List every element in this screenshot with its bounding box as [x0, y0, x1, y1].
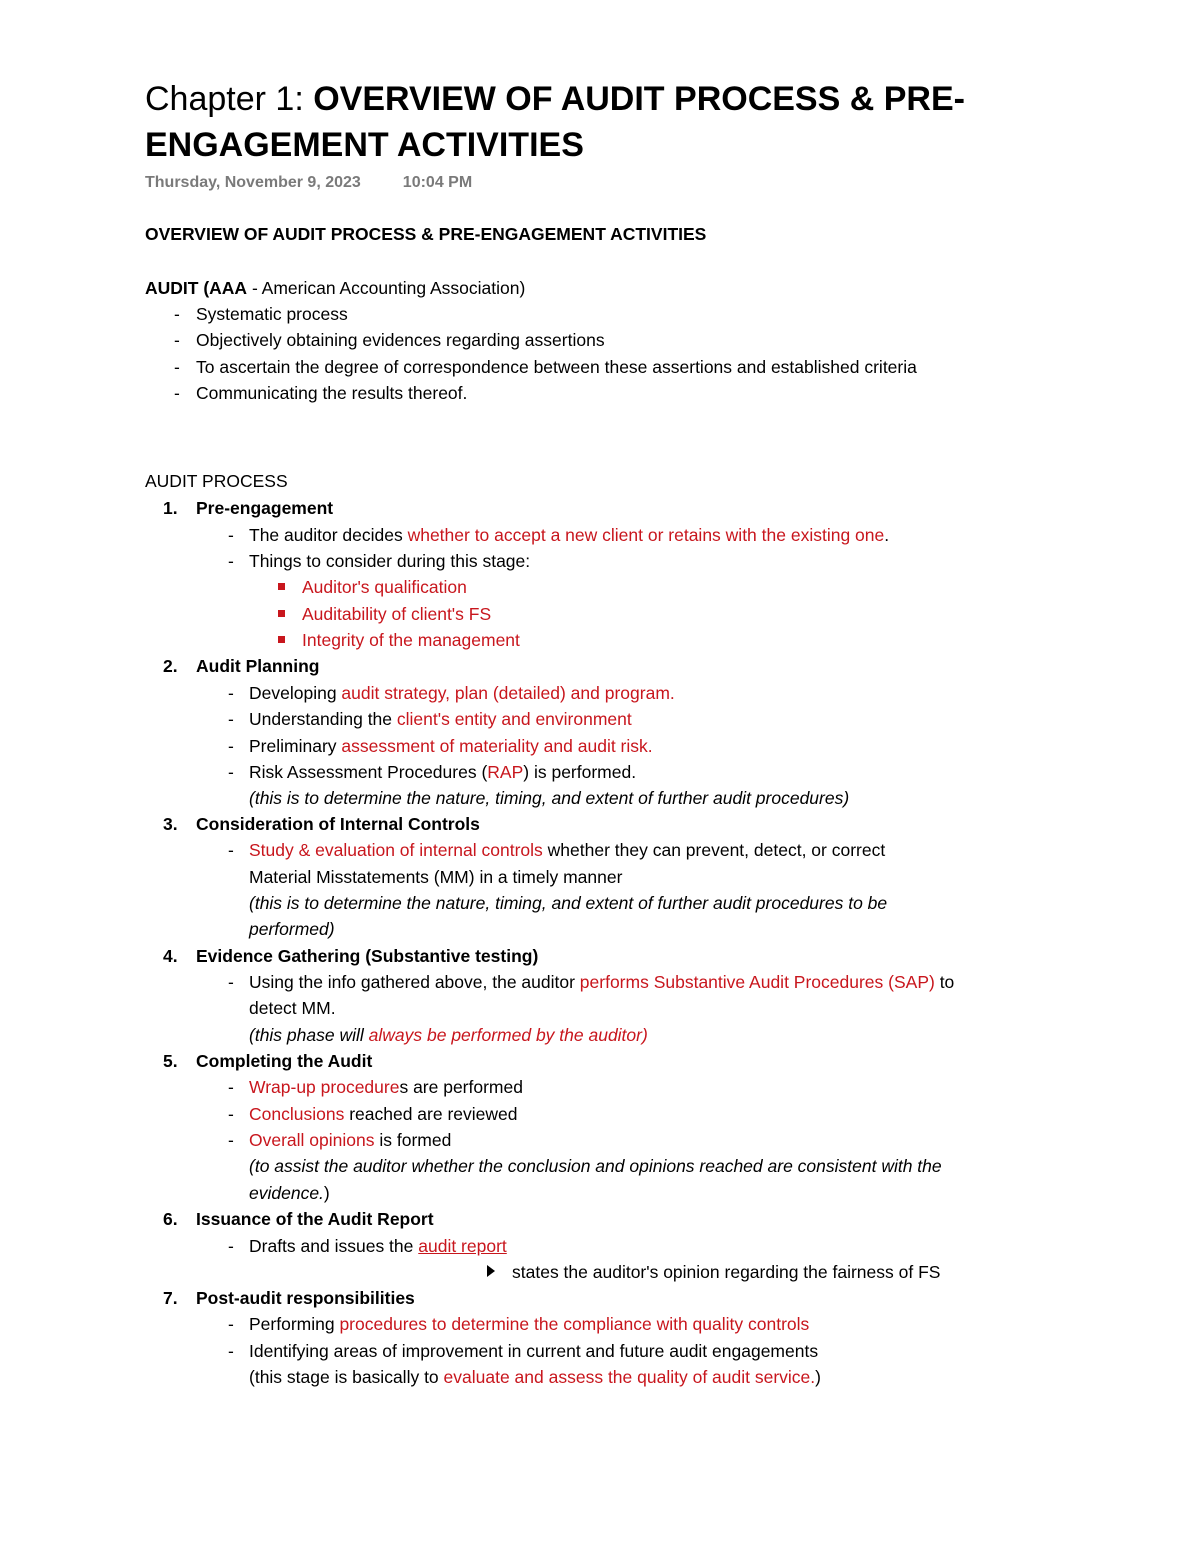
audit-def-item: Systematic process: [196, 304, 348, 324]
highlight-run: audit report: [418, 1236, 507, 1256]
dash-bullet: -: [228, 525, 234, 545]
step-number: 6.: [163, 1209, 178, 1229]
step-note: (to assist the auditor whether the conclusion and opinions reached are consistent with the: [249, 1156, 942, 1176]
text-run: ): [815, 1367, 821, 1387]
dash-bullet: -: [228, 709, 234, 729]
square-bullet-icon: [278, 583, 285, 590]
step-item: Identifying areas of improvement in current and future audit engagements: [249, 1341, 819, 1361]
step-item: [249, 523, 889, 547]
sub-item: states the auditor's opinion regarding the fairness of FS: [512, 1262, 941, 1282]
highlight-run: whether to accept a new client or retains with the existing one: [407, 525, 885, 545]
dash-bullet: -: [174, 383, 180, 403]
step-item: [249, 838, 885, 862]
process-heading: AUDIT PROCESS: [145, 471, 288, 491]
step-title: Issuance of the Audit Report: [196, 1209, 434, 1229]
highlight-run: Study & evaluation of internal controls: [249, 840, 543, 860]
dash-bullet: -: [228, 551, 234, 571]
title-prefix: Chapter 1:: [145, 80, 314, 118]
text-run: Understanding the: [249, 709, 397, 729]
highlight-run: assessment of materiality and audit risk.: [341, 736, 653, 756]
step-item: [249, 707, 632, 731]
step-item: Things to consider during this stage:: [249, 551, 531, 571]
highlight-run: RAP: [487, 762, 524, 782]
step-item: [249, 970, 954, 994]
step-note: (this is to determine the nature, timing, and extent of further audit procedures): [249, 788, 850, 808]
step-note: (this is to determine the nature, timing, and extent of further audit procedures to be: [249, 893, 888, 913]
text-run: Using the info gathered above, the auditor: [249, 972, 580, 992]
section-heading: OVERVIEW OF AUDIT PROCESS & PRE-ENGAGEMENT ACTIVITIES: [145, 224, 707, 244]
step-item: [249, 734, 653, 758]
step-title: Evidence Gathering (Substantive testing): [196, 946, 539, 966]
dash-bullet: -: [228, 972, 234, 992]
step-item-cont: Material Misstatements (MM) in a timely manner: [249, 867, 623, 887]
step-title: Completing the Audit: [196, 1051, 373, 1071]
dash-bullet: -: [228, 1104, 234, 1124]
sub-item: Auditability of client's FS: [302, 604, 492, 624]
step-item-cont: detect MM.: [249, 998, 336, 1018]
text-run: Developing: [249, 683, 342, 703]
dash-bullet: -: [228, 1314, 234, 1334]
dash-bullet: -: [174, 357, 180, 377]
audit-def-rest: - American Accounting Association): [247, 278, 526, 298]
text-run: ): [323, 1183, 330, 1203]
step-number: 1.: [163, 498, 178, 518]
step-number: 5.: [163, 1051, 178, 1071]
step-item: [249, 1102, 517, 1126]
dash-bullet: -: [228, 1130, 234, 1150]
step-number: 4.: [163, 946, 178, 966]
text-run: Performing: [249, 1314, 340, 1334]
dash-bullet: -: [228, 683, 234, 703]
step-note: [249, 1023, 648, 1047]
audit-def-bold: AUDIT (AAA: [145, 278, 248, 298]
highlight-run: audit strategy, plan (detailed) and program.: [341, 683, 675, 703]
dash-bullet: -: [228, 1341, 234, 1361]
square-bullet-icon: [278, 636, 285, 643]
dash-bullet: -: [228, 840, 234, 860]
step-item: [249, 1128, 451, 1152]
text-run: s are performed: [399, 1077, 523, 1097]
audit-def-item: Objectively obtaining evidences regarding assertions: [196, 330, 605, 350]
text-run: ) is performed.: [523, 762, 637, 782]
step-number: 3.: [163, 814, 178, 834]
highlight-run: client's entity and environment: [396, 709, 632, 729]
text-run: to: [934, 972, 955, 992]
highlight-run: Overall opinions: [249, 1130, 375, 1150]
text-run: Preliminary: [249, 736, 342, 756]
text-run: .: [884, 525, 890, 545]
highlight-run: Wrap-up procedure: [249, 1077, 400, 1097]
triangle-bullet-icon: [487, 1265, 495, 1277]
step-item: [249, 1075, 523, 1099]
audit-def-heading: [145, 276, 525, 300]
step-item: [249, 681, 675, 705]
step-note: [249, 1365, 821, 1389]
step-title: Consideration of Internal Controls: [196, 814, 480, 834]
highlight-run: procedures to determine the compliance with quality controls: [339, 1314, 810, 1334]
text-run: The auditor decides: [249, 525, 408, 545]
text-run: reached are reviewed: [344, 1104, 518, 1124]
step-title: Post-audit responsibilities: [196, 1288, 415, 1308]
step-number: 7.: [163, 1288, 178, 1308]
note-date: Thursday, November 9, 2023: [145, 174, 361, 191]
sub-item: Auditor's qualification: [302, 577, 467, 597]
audit-def-item: Communicating the results thereof.: [196, 383, 468, 403]
step-title: Audit Planning: [196, 656, 320, 676]
page-title: [145, 76, 1105, 168]
text-run: (this stage is basically to: [249, 1367, 444, 1387]
highlight-run: always be performed by the auditor): [368, 1025, 648, 1045]
text-run: Risk Assessment Procedures (: [249, 762, 488, 782]
text-run: whether they can prevent, detect, or correct: [542, 840, 886, 860]
step-title: Pre-engagement: [196, 498, 334, 518]
dash-bullet: -: [228, 1236, 234, 1256]
highlight-run: Conclusions: [249, 1104, 345, 1124]
text-run: evidence.: [249, 1183, 324, 1203]
step-item: [249, 760, 636, 784]
step-item: [249, 1312, 809, 1336]
dash-bullet: -: [228, 736, 234, 756]
square-bullet-icon: [278, 610, 285, 617]
note-timestamp: [145, 174, 472, 192]
sub-item: Integrity of the management: [302, 630, 520, 650]
dash-bullet: -: [228, 1077, 234, 1097]
highlight-run: performs Substantive Audit Procedures (SAP): [579, 972, 935, 992]
dash-bullet: -: [174, 304, 180, 324]
dash-bullet: -: [228, 762, 234, 782]
note-time: 10:04 PM: [402, 174, 473, 191]
step-note: [249, 1181, 330, 1205]
audit-def-item: To ascertain the degree of correspondence between these assertions and established criteria: [196, 357, 917, 377]
highlight-run: evaluate and assess the quality of audit service.: [443, 1367, 816, 1387]
step-note: performed): [249, 919, 335, 939]
text-run: Drafts and issues the: [249, 1236, 419, 1256]
dash-bullet: -: [174, 330, 180, 350]
step-number: 2.: [163, 656, 178, 676]
title-bold-1: OVERVIEW OF AUDIT PROCESS & PRE-: [313, 80, 965, 118]
title-bold-2: ENGAGEMENT ACTIVITIES: [145, 126, 584, 164]
text-run: (this phase will: [249, 1025, 369, 1045]
step-item: [249, 1234, 507, 1258]
text-run: is formed: [374, 1130, 452, 1150]
